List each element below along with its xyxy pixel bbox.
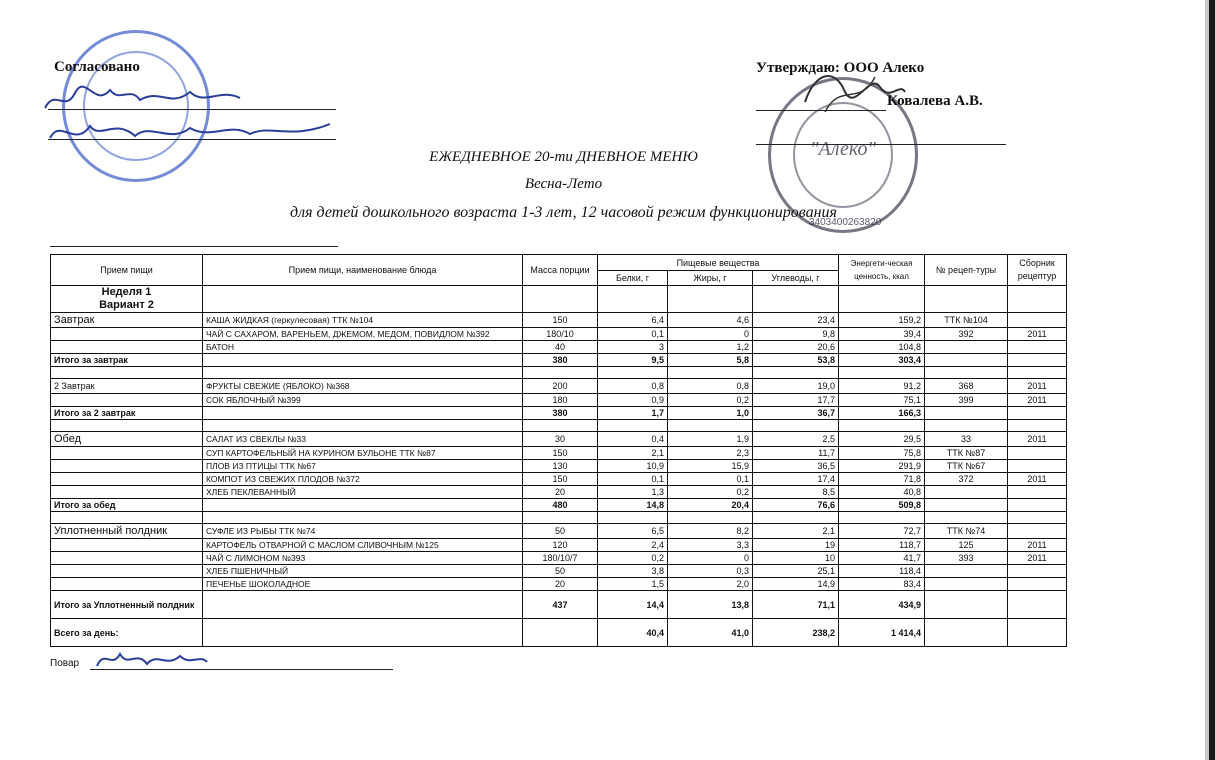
cell-recipe xyxy=(925,578,1008,591)
cell-protein: 40,4 xyxy=(598,619,668,647)
cell-fat: 15,9 xyxy=(668,460,753,473)
cell-energy: 159,2 xyxy=(839,313,925,328)
cell-recipe: 368 xyxy=(925,379,1008,394)
cell-carbs: 19 xyxy=(753,539,839,552)
cell-fat: 1,9 xyxy=(668,432,753,447)
cell-fat: 0,2 xyxy=(668,394,753,407)
cell-mass: 437 xyxy=(523,591,598,619)
cell-dish xyxy=(203,407,523,420)
cell-energy: 118,4 xyxy=(839,565,925,578)
cell-fat: 0,1 xyxy=(668,473,753,486)
cell-mass: 150 xyxy=(523,447,598,460)
cell-protein: 2,4 xyxy=(598,539,668,552)
cell-collection: 2011 xyxy=(1008,473,1067,486)
cell-fat: 4,6 xyxy=(668,313,753,328)
cell-protein: 1,5 xyxy=(598,578,668,591)
cell-fat: 0,8 xyxy=(668,379,753,394)
cell-mass xyxy=(523,619,598,647)
table-row xyxy=(51,460,1067,473)
table-row xyxy=(51,552,1067,565)
cell-meal xyxy=(51,328,203,341)
cell-recipe xyxy=(925,619,1008,647)
cell-meal: Всего за день: xyxy=(51,619,203,647)
cell-meal xyxy=(51,447,203,460)
cell-mass: 20 xyxy=(523,578,598,591)
cell-meal: Уплотненный полдник xyxy=(51,524,203,539)
cell-collection xyxy=(1008,313,1067,328)
table-row xyxy=(51,313,1067,328)
cell-mass: 150 xyxy=(523,473,598,486)
cell-meal: Итого за завтрак xyxy=(51,354,203,367)
cell-dish: ЧАЙ С ЛИМОНОМ №393 xyxy=(203,552,523,565)
cell-collection: 2011 xyxy=(1008,552,1067,565)
cell-mass: 180/10/7 xyxy=(523,552,598,565)
cell-protein: 0,1 xyxy=(598,328,668,341)
cell-fat: 20,4 xyxy=(668,499,753,512)
cell-recipe xyxy=(925,591,1008,619)
scan-edge-dark xyxy=(1209,0,1215,760)
cell-recipe xyxy=(925,407,1008,420)
cell-carbs: 14,9 xyxy=(753,578,839,591)
cell-dish: ФРУКТЫ СВЕЖИЕ (ЯБЛОКО) №368 xyxy=(203,379,523,394)
cell-mass: 120 xyxy=(523,539,598,552)
cell-mass: 200 xyxy=(523,379,598,394)
cell-meal: Итого за 2 завтрак xyxy=(51,407,203,420)
cell-collection: 2011 xyxy=(1008,432,1067,447)
cell-fat: 1,0 xyxy=(668,407,753,420)
cell-dish xyxy=(203,619,523,647)
cell-protein: 0,4 xyxy=(598,432,668,447)
cell-collection: 2011 xyxy=(1008,539,1067,552)
cell-recipe xyxy=(925,499,1008,512)
cell-recipe: 125 xyxy=(925,539,1008,552)
signature-line xyxy=(48,139,336,140)
cell-dish xyxy=(203,499,523,512)
cell-energy: 1 414,4 xyxy=(839,619,925,647)
table-row xyxy=(51,565,1067,578)
col-collection: Сборник рецептур xyxy=(1008,255,1067,286)
cell-mass: 30 xyxy=(523,432,598,447)
cell-meal xyxy=(51,460,203,473)
cell-carbs: 23,4 xyxy=(753,313,839,328)
cell-mass: 130 xyxy=(523,460,598,473)
cell-energy: 71,8 xyxy=(839,473,925,486)
signature-line xyxy=(756,110,886,111)
cell-meal xyxy=(51,341,203,354)
cell-mass: 150 xyxy=(523,313,598,328)
cell-collection: 2011 xyxy=(1008,328,1067,341)
cell-collection xyxy=(1008,619,1067,647)
cell-meal xyxy=(51,473,203,486)
cell-meal xyxy=(51,486,203,499)
table-row xyxy=(51,473,1067,486)
cell-recipe: 399 xyxy=(925,394,1008,407)
cell-energy: 72,7 xyxy=(839,524,925,539)
cell-collection xyxy=(1008,486,1067,499)
week-cell: Неделя 1 Вариант 2 xyxy=(51,286,203,313)
cell-protein: 1,3 xyxy=(598,486,668,499)
cell-recipe: 372 xyxy=(925,473,1008,486)
col-mass: Масса порции xyxy=(523,255,598,286)
underline xyxy=(50,246,338,247)
cell-carbs: 53,8 xyxy=(753,354,839,367)
cell-fat: 2,3 xyxy=(668,447,753,460)
cell-energy: 303,4 xyxy=(839,354,925,367)
table-row xyxy=(51,432,1067,447)
spacer-row xyxy=(51,420,1067,432)
cell-carbs: 19,0 xyxy=(753,379,839,394)
cell-dish: ПЛОВ ИЗ ПТИЦЫ ТТК №67 xyxy=(203,460,523,473)
table-row xyxy=(51,379,1067,394)
cell-dish: САЛАТ ИЗ СВЕКЛЫ №33 xyxy=(203,432,523,447)
cell-fat: 0,2 xyxy=(668,486,753,499)
menu-table-wrap xyxy=(50,254,1066,647)
cell-recipe: ТТК №67 xyxy=(925,460,1008,473)
cell-carbs: 20,6 xyxy=(753,341,839,354)
table-row xyxy=(51,539,1067,552)
cell-meal xyxy=(51,552,203,565)
table-row xyxy=(51,524,1067,539)
cell-mass: 380 xyxy=(523,407,598,420)
table-row xyxy=(51,486,1067,499)
cell-mass: 50 xyxy=(523,565,598,578)
cell-energy: 29,5 xyxy=(839,432,925,447)
cell-fat: 0 xyxy=(668,552,753,565)
cell-meal: Обед xyxy=(51,432,203,447)
cell-protein: 0,2 xyxy=(598,552,668,565)
cell-carbs: 9,8 xyxy=(753,328,839,341)
director-name: Ковалева А.В. xyxy=(887,93,983,109)
cell-recipe: ТТК №74 xyxy=(925,524,1008,539)
cell-carbs: 17,4 xyxy=(753,473,839,486)
cell-fat: 2,0 xyxy=(668,578,753,591)
col-fat: Жиры, г xyxy=(668,271,753,286)
cell-protein: 14,4 xyxy=(598,591,668,619)
cell-fat: 0 xyxy=(668,328,753,341)
cell-energy: 75,1 xyxy=(839,394,925,407)
cell-protein: 10,9 xyxy=(598,460,668,473)
cell-dish: СУФЛЕ ИЗ РЫБЫ ТТК №74 xyxy=(203,524,523,539)
cell-meal: Завтрак xyxy=(51,313,203,328)
cell-protein: 3 xyxy=(598,341,668,354)
cell-fat: 3,3 xyxy=(668,539,753,552)
cell-protein: 0,9 xyxy=(598,394,668,407)
col-energy: Энергети-ческая ценность, ккал xyxy=(839,255,925,286)
cell-dish: КАША ЖИДКАЯ (геркулесовая) ТТК №104 xyxy=(203,313,523,328)
cell-energy: 83,4 xyxy=(839,578,925,591)
cell-protein: 0,8 xyxy=(598,379,668,394)
cell-carbs: 2,1 xyxy=(753,524,839,539)
table-row xyxy=(51,591,1067,619)
menu-season: Весна-Лето xyxy=(524,176,603,192)
cell-dish: КОМПОТ ИЗ СВЕЖИХ ПЛОДОВ №372 xyxy=(203,473,523,486)
cell-recipe: ТТК №104 xyxy=(925,313,1008,328)
cell-mass: 180 xyxy=(523,394,598,407)
cell-carbs: 238,2 xyxy=(753,619,839,647)
cell-energy: 434,9 xyxy=(839,591,925,619)
cell-meal xyxy=(51,394,203,407)
cell-protein: 14,8 xyxy=(598,499,668,512)
signature-left xyxy=(40,78,340,158)
cell-collection xyxy=(1008,354,1067,367)
cell-dish: ХЛЕБ ПШЕНИЧНЫЙ xyxy=(203,565,523,578)
col-meal: Прием пищи xyxy=(51,255,203,286)
cell-dish: ЧАЙ С САХАРОМ, ВАРЕНЬЕМ, ДЖЕМОМ, МЕДОМ, ПОВИДЛОМ №392 xyxy=(203,328,523,341)
cell-fat: 5,8 xyxy=(668,354,753,367)
cell-carbs: 11,7 xyxy=(753,447,839,460)
cell-carbs: 71,1 xyxy=(753,591,839,619)
col-nutrients: Пищевые вещества xyxy=(598,255,839,271)
cell-fat: 13,8 xyxy=(668,591,753,619)
cell-meal xyxy=(51,578,203,591)
cell-fat: 41,0 xyxy=(668,619,753,647)
cell-protein: 1,7 xyxy=(598,407,668,420)
cell-dish: СУП КАРТОФЕЛЬНЫЙ НА КУРИНОМ БУЛЬОНЕ ТТК №87 xyxy=(203,447,523,460)
cell-collection xyxy=(1008,591,1067,619)
cell-collection xyxy=(1008,499,1067,512)
cell-protein: 6,5 xyxy=(598,524,668,539)
cell-recipe: 33 xyxy=(925,432,1008,447)
cell-dish xyxy=(203,354,523,367)
table-row xyxy=(51,407,1067,420)
cell-fat: 0,3 xyxy=(668,565,753,578)
cell-carbs: 2,5 xyxy=(753,432,839,447)
cell-meal: 2 Завтрак xyxy=(51,379,203,394)
cell-energy: 40,8 xyxy=(839,486,925,499)
cell-mass: 380 xyxy=(523,354,598,367)
cell-recipe xyxy=(925,354,1008,367)
stamp-center-text: "Алеко" xyxy=(810,138,876,160)
cell-recipe xyxy=(925,341,1008,354)
cell-collection: 2011 xyxy=(1008,394,1067,407)
cell-energy: 509,8 xyxy=(839,499,925,512)
cell-carbs: 8,5 xyxy=(753,486,839,499)
stamp-inn: 3403400263820 xyxy=(809,217,882,228)
cell-energy: 104,8 xyxy=(839,341,925,354)
col-protein: Белки, г xyxy=(598,271,668,286)
table-row xyxy=(51,499,1067,512)
cell-recipe: 393 xyxy=(925,552,1008,565)
table-row xyxy=(51,447,1067,460)
cell-collection xyxy=(1008,447,1067,460)
cell-protein: 9,5 xyxy=(598,354,668,367)
agreed-label: Согласовано xyxy=(54,59,140,75)
spacer-row xyxy=(51,512,1067,524)
table-row xyxy=(51,619,1067,647)
cell-carbs: 36,7 xyxy=(753,407,839,420)
cell-protein: 6,4 xyxy=(598,313,668,328)
cell-dish: ХЛЕБ ПЕКЛЕВАННЫЙ xyxy=(203,486,523,499)
cell-carbs: 17,7 xyxy=(753,394,839,407)
cell-mass: 180/10 xyxy=(523,328,598,341)
cell-dish: ПЕЧЕНЬЕ ШОКОЛАДНОЕ xyxy=(203,578,523,591)
cell-recipe: 392 xyxy=(925,328,1008,341)
col-recipe: № рецеп-туры xyxy=(925,255,1008,286)
table-row xyxy=(51,394,1067,407)
cell-carbs: 36,5 xyxy=(753,460,839,473)
col-carbs: Углеводы, г xyxy=(753,271,839,286)
cell-carbs: 10 xyxy=(753,552,839,565)
cell-energy: 91,2 xyxy=(839,379,925,394)
cell-dish: КАРТОФЕЛЬ ОТВАРНОЙ С МАСЛОМ СЛИВОЧНЫМ №125 xyxy=(203,539,523,552)
cell-meal: Итого за Уплотненный полдник xyxy=(51,591,203,619)
cell-recipe: ТТК №87 xyxy=(925,447,1008,460)
cell-dish: БАТОН xyxy=(203,341,523,354)
cell-dish: СОК ЯБЛОЧНЫЙ №399 xyxy=(203,394,523,407)
signature-line xyxy=(48,109,336,110)
cell-meal xyxy=(51,565,203,578)
week-row xyxy=(51,286,1067,313)
cell-collection xyxy=(1008,565,1067,578)
cell-carbs: 25,1 xyxy=(753,565,839,578)
cell-energy: 75,8 xyxy=(839,447,925,460)
cell-mass: 40 xyxy=(523,341,598,354)
menu-subtitle: для детей дошкольного возраста 1-3 лет, 12 часовой режим функционирования xyxy=(290,204,837,221)
cell-fat: 1,2 xyxy=(668,341,753,354)
cook-label: Повар xyxy=(50,658,80,669)
menu-title: ЕЖЕДНЕВНОЕ 20-ти ДНЕВНОЕ МЕНЮ xyxy=(429,149,698,165)
cell-dish xyxy=(203,591,523,619)
cell-mass: 480 xyxy=(523,499,598,512)
cell-energy: 291,9 xyxy=(839,460,925,473)
cell-energy: 41,7 xyxy=(839,552,925,565)
cell-mass: 20 xyxy=(523,486,598,499)
spacer-row xyxy=(51,367,1067,379)
table-row xyxy=(51,341,1067,354)
cell-protein: 3,8 xyxy=(598,565,668,578)
cell-energy: 118,7 xyxy=(839,539,925,552)
cell-fat: 8,2 xyxy=(668,524,753,539)
signature-line xyxy=(756,144,1006,145)
cell-collection xyxy=(1008,341,1067,354)
table-row xyxy=(51,328,1067,341)
cell-mass: 50 xyxy=(523,524,598,539)
cell-protein: 2,1 xyxy=(598,447,668,460)
cell-collection xyxy=(1008,460,1067,473)
cell-collection xyxy=(1008,407,1067,420)
menu-table xyxy=(50,254,1067,647)
cell-protein: 0,1 xyxy=(598,473,668,486)
cell-collection: 2011 xyxy=(1008,379,1067,394)
cell-meal xyxy=(51,539,203,552)
cell-carbs: 76,6 xyxy=(753,499,839,512)
cell-energy: 166,3 xyxy=(839,407,925,420)
cell-collection xyxy=(1008,524,1067,539)
cook-signature-line xyxy=(90,669,393,670)
cell-recipe xyxy=(925,565,1008,578)
table-row xyxy=(51,354,1067,367)
col-dish: Прием пищи, наименование блюда xyxy=(203,255,523,286)
cell-collection xyxy=(1008,578,1067,591)
cell-energy: 39,4 xyxy=(839,328,925,341)
table-row xyxy=(51,578,1067,591)
cell-recipe xyxy=(925,486,1008,499)
cell-meal: Итого за обед xyxy=(51,499,203,512)
approve-label: Утверждаю: ООО Алеко xyxy=(756,60,925,76)
